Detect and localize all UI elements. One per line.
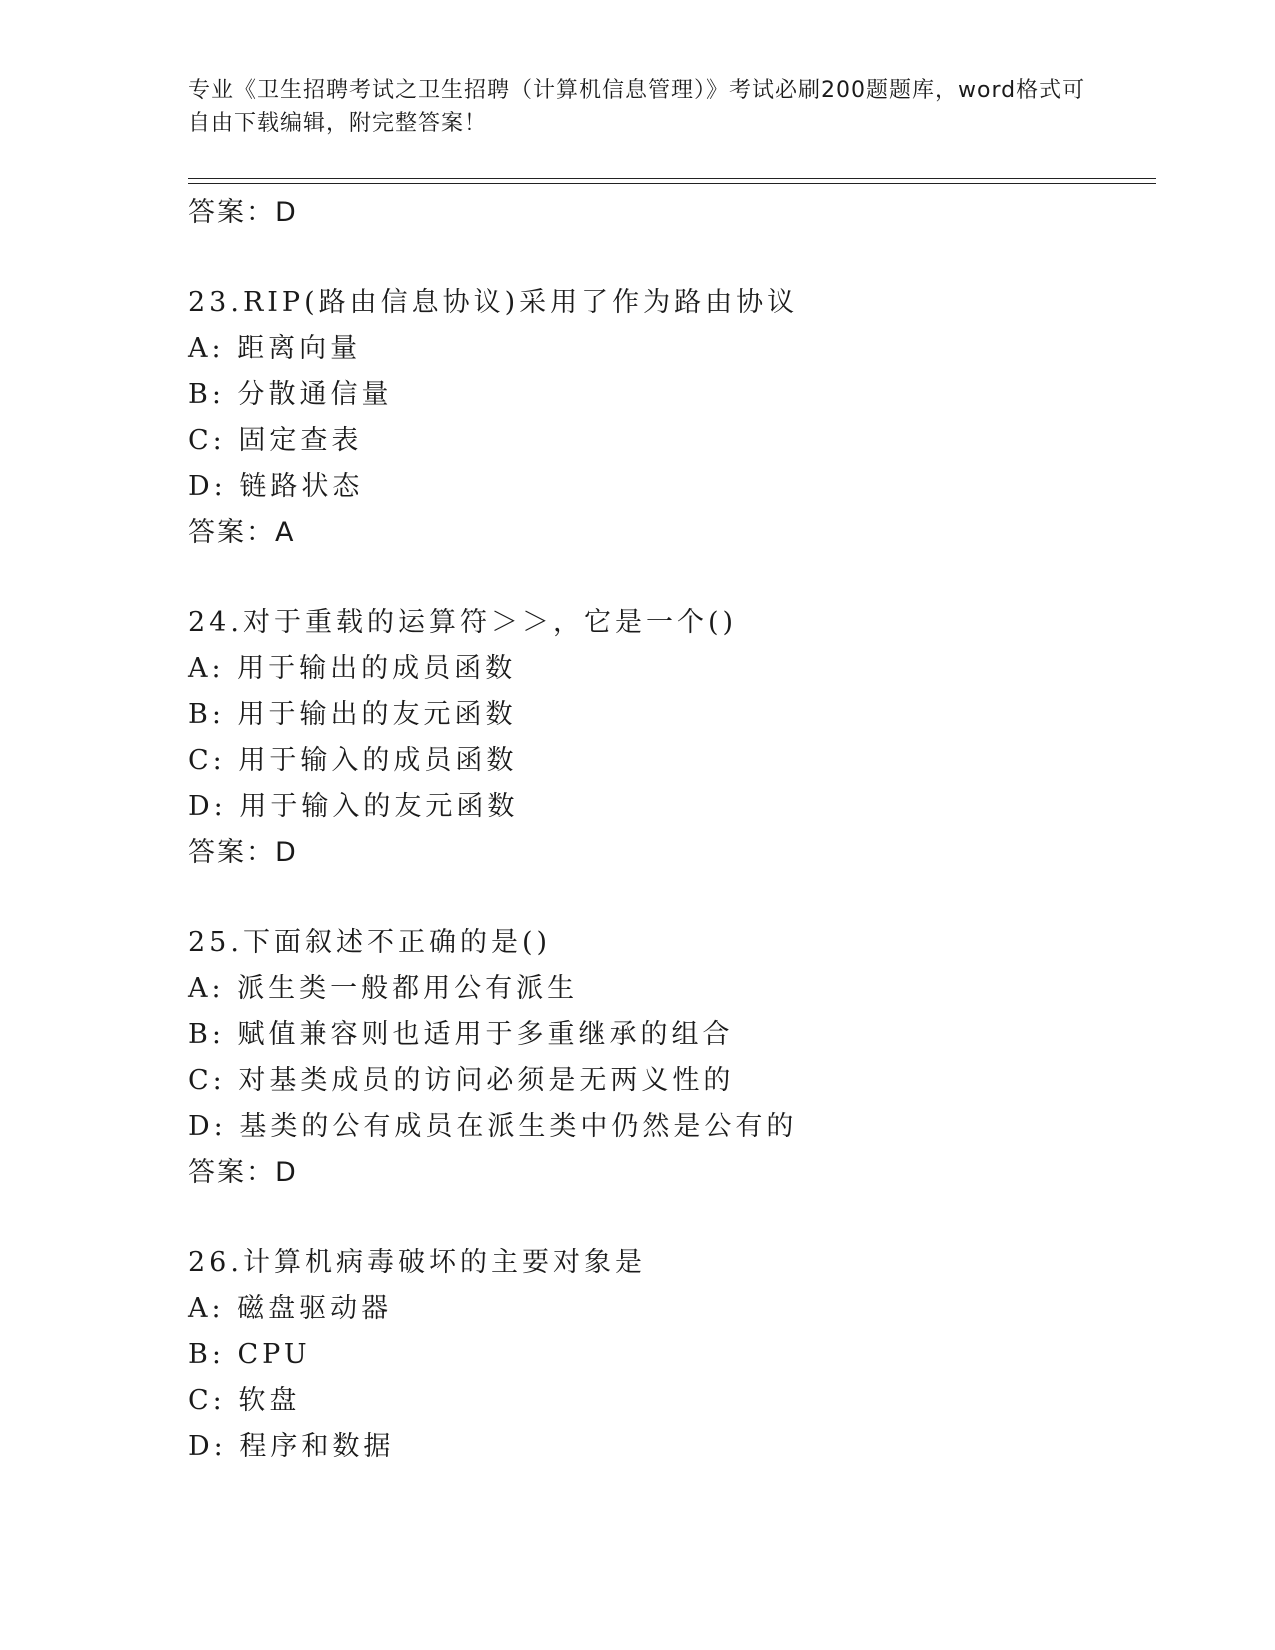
answer-label: 答案：D: [188, 837, 298, 868]
question-24: [188, 600, 1148, 876]
option-c: C: 对基类成员的访问必须是无两义性的: [188, 1065, 735, 1096]
answer-label: 答案：A: [188, 517, 296, 548]
option-b: B: 分散通信量: [188, 379, 393, 410]
question-25: [188, 920, 1148, 1196]
option-a: A: 派生类一般都用公有派生: [188, 973, 579, 1004]
answer-label: 答案：D: [188, 197, 298, 228]
question-stem: 25.下面叙述不正确的是(): [188, 927, 552, 958]
option-a: A: 磁盘驱动器: [188, 1293, 393, 1324]
question-23: [188, 280, 1148, 556]
option-d: D: 基类的公有成员在派生类中仍然是公有的: [188, 1111, 798, 1142]
option-a: A: 距离向量: [188, 333, 362, 364]
question-list: [188, 190, 1148, 1470]
header-divider-bottom: [188, 183, 1156, 184]
option-d: D: 程序和数据: [188, 1431, 395, 1462]
option-c: C: 固定查表: [188, 425, 363, 456]
option-c: C: 软盘: [188, 1385, 301, 1416]
question-stem: 23.RIP(路由信息协议)采用了作为路由协议: [188, 287, 799, 318]
option-b: B: CPU: [188, 1339, 311, 1370]
question-stem: 26.计算机病毒破坏的主要对象是: [188, 1247, 646, 1278]
document-header: 专业《卫生招聘考试之卫生招聘（计算机信息管理）》考试必刷200题题库，word格式可自由下载编辑，附完整答案！: [188, 78, 1086, 136]
question-26: [188, 1240, 1148, 1470]
header-divider-top: [188, 178, 1156, 179]
option-a: A: 用于输出的成员函数: [188, 653, 517, 684]
answer-label: 答案：D: [188, 1157, 298, 1188]
option-b: B: 用于输出的友元函数: [188, 699, 517, 730]
option-b: B: 赋值兼容则也适用于多重继承的组合: [188, 1019, 734, 1050]
option-d: D: 链路状态: [188, 471, 364, 502]
option-c: C: 用于输入的成员函数: [188, 745, 518, 776]
question-stem: 24.对于重载的运算符＞＞，它是一个(): [188, 607, 738, 638]
option-d: D: 用于输入的友元函数: [188, 791, 519, 822]
